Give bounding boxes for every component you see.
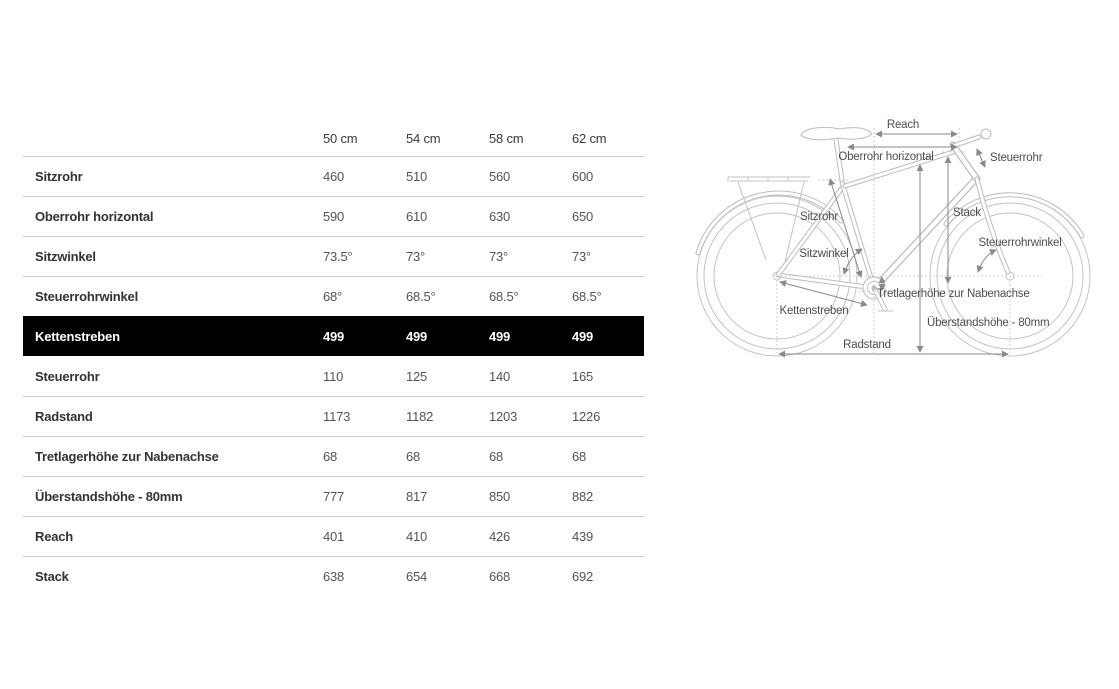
rear-rack-icon [728,177,810,266]
row-value: 777 [323,489,345,504]
row-value: 638 [323,569,345,584]
table-row [23,356,644,396]
row-value: 510 [406,169,428,184]
tretlagerhoehe-label: Tretlagerhöhe zur Nabenachse [877,288,1030,300]
row-value: 692 [572,569,594,584]
table-row [23,516,644,556]
header-size-58: 58 cm [489,130,524,146]
row-value: 426 [489,529,511,544]
table-row [23,236,644,276]
row-value: 668 [489,569,511,584]
row-label: Tretlagerhöhe zur Nabenachse [35,449,219,464]
row-value: 1203 [489,409,518,424]
row-value: 68.5° [489,289,519,304]
table-row [23,436,644,476]
row-value: 68 [489,449,504,464]
row-value: 817 [406,489,428,504]
row-value: 140 [489,369,511,384]
row-value: 654 [406,569,428,584]
reach-label: Reach [886,119,920,131]
row-value: 73.5° [323,249,353,264]
row-value: 68 [406,449,421,464]
header-size-54: 54 cm [406,130,441,146]
row-label: Oberrohr horizontal [35,209,154,224]
row-value: 560 [489,169,511,184]
row-value: 73° [406,249,426,264]
row-value: 165 [572,369,594,384]
steuerrohrwinkel-arc [978,250,996,272]
oberrohr-label: Oberrohr horizontal [838,151,934,163]
table-row [23,476,644,516]
geometry-table-body [23,156,644,596]
table-row-highlighted [23,316,644,356]
row-value: 499 [572,329,594,344]
row-label: Sitzrohr [35,169,83,184]
table-header-row [23,120,644,156]
row-value: 630 [489,209,511,224]
stack-label: Stack [953,207,981,219]
row-value: 650 [572,209,594,224]
ueberstandshoehe-label: Überstandshöhe - 80mm [927,317,1050,329]
sitzrohr-label: Sitzrohr [799,211,839,223]
sitzwinkel-label: Sitzwinkel [799,248,849,260]
row-value: 600 [572,169,594,184]
row-label: Steuerrohr [35,369,100,384]
row-value: 882 [572,489,594,504]
row-label: Radstand [35,409,93,424]
row-value: 125 [406,369,428,384]
geometry-table [23,120,644,596]
row-value: 499 [489,329,511,344]
row-value: 410 [406,529,428,544]
header-size-50: 50 cm [323,130,358,146]
steuerrohr-label: Steuerrohr [990,152,1043,164]
row-value: 499 [323,329,345,344]
row-value: 401 [323,529,345,544]
table-row [23,556,644,596]
row-value: 68° [323,289,343,304]
kettenstreben-label: Kettenstreben [779,305,849,317]
table-row [23,196,644,236]
row-value: 68 [323,449,338,464]
row-label: Reach [35,529,74,544]
row-value: 1182 [406,409,434,424]
saddle-icon [801,127,872,139]
row-value: 610 [406,209,428,224]
row-value: 439 [572,529,594,544]
row-label: Stack [35,569,69,584]
row-value: 1173 [323,409,351,424]
steuerrohr-arrow [977,149,985,167]
row-value: 460 [323,169,345,184]
row-value: 590 [323,209,345,224]
row-label: Kettenstreben [35,329,120,344]
radstand-label: Radstand [843,339,891,351]
table-row [23,396,644,436]
table-row [23,156,644,196]
row-value: 73° [572,249,592,264]
row-value: 110 [323,369,344,384]
row-value: 850 [489,489,511,504]
row-value: 73° [489,249,509,264]
row-value: 68.5° [406,289,436,304]
row-label: Steuerrohrwinkel [35,289,138,304]
steuerrohrwinkel-label: Steuerrohrwinkel [978,237,1062,249]
table-row [23,276,644,316]
row-value: 68 [572,449,587,464]
row-value: 1226 [572,409,601,424]
row-value: 68.5° [572,289,602,304]
row-label: Sitzwinkel [35,249,96,264]
row-label: Überstandshöhe - 80mm [35,489,183,504]
bike-geometry-diagram [690,100,1119,390]
header-size-62: 62 cm [572,130,607,146]
rear-fender-icon [698,193,841,253]
row-value: 499 [406,329,428,344]
